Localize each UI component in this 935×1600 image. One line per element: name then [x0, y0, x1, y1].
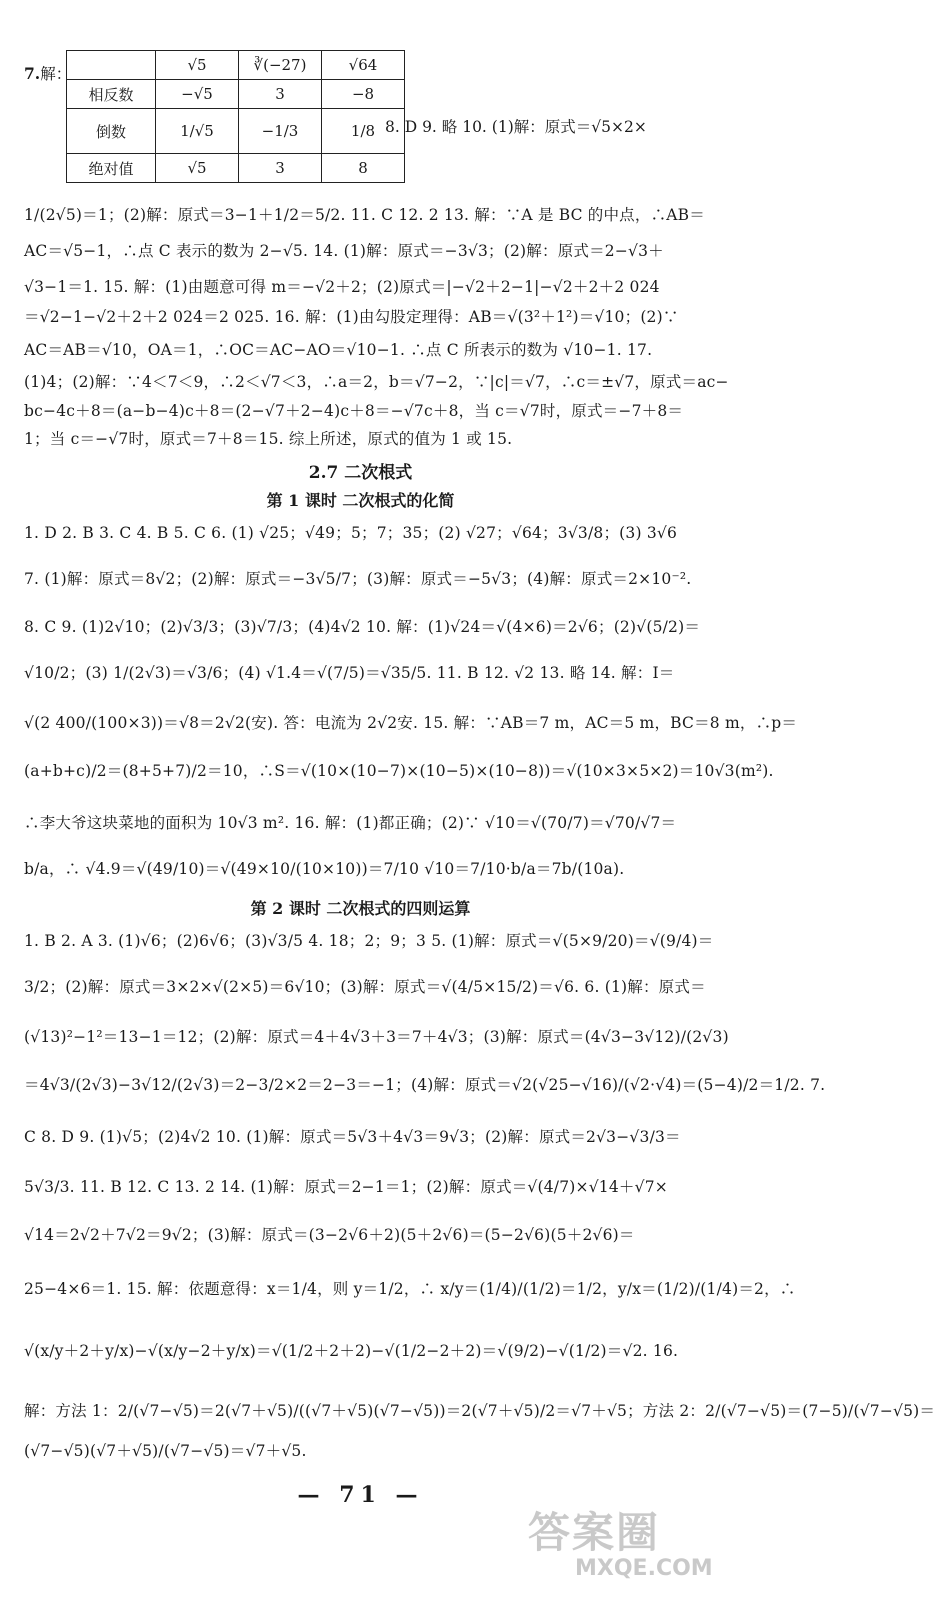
- table-cell: ∛(−27): [239, 51, 322, 80]
- answer-line: √14＝2√2＋7√2＝9√2；(3)解：原式＝(3−2√6＋2)(5＋2√6)＝(5−2√6)(5＋2√6)＝: [24, 1226, 635, 1244]
- watermark-url: MXQE.COM: [575, 1556, 713, 1581]
- table-cell: −1/3: [239, 109, 322, 154]
- answer-line: √10/2；(3) 1/(2√3)＝√3/6；(4) √1.4＝√(7/5)＝√35/5. 11. B 12. √2 13. 略 14. 解：I＝: [24, 664, 675, 682]
- answer-table: [66, 50, 405, 183]
- answer-line: 解：方法 1：2/(√7−√5)＝2(√7＋√5)/((√7＋√5)(√7−√5))＝2(√7＋√5)/2＝√7＋√5；方法 2：2/(√7−√5)＝(7−5)/(√7−√5)＝: [24, 1402, 935, 1420]
- answer-line: (√7−√5)(√7＋√5)/(√7−√5)＝√7＋√5.: [24, 1442, 307, 1460]
- lesson-2-title: 第 2 课时 二次根式的四则运算: [250, 899, 471, 918]
- answer-line: AC＝√5−1，∴点 C 表示的数为 2−√5. 14. (1)解：原式＝−3√3；(2)解：原式＝2−√3＋: [24, 242, 664, 260]
- table-cell: 8: [322, 154, 405, 183]
- answer-line: ＝4√3/(2√3)−3√12/(2√3)＝2−3/2×2＝2−3＝−1；(4)解：原式＝√2(√25−√16)/(√2·√4)＝(5−4)/2＝1/2. 7.: [24, 1076, 826, 1094]
- answer-line: 1. B 2. A 3. (1)√6；(2)6√6；(3)√3/5 4. 18；2；9；3 5. (1)解：原式＝√(5×9/20)＝√(9/4)＝: [24, 932, 714, 950]
- answer-line: 3/2；(2)解：原式＝3×2×√(2×5)＝6√10；(3)解：原式＝√(4/5×15/2)＝√6. 6. (1)解：原式＝: [24, 978, 706, 996]
- answer-line: (a+b+c)/2＝(8+5+7)/2＝10，∴S＝√(10×(10−7)×(10−5)×(10−8))＝√(10×3×5×2)＝10√3(m²).: [24, 762, 774, 780]
- answer-line: 7. (1)解：原式＝8√2；(2)解：原式＝−3√5/7；(3)解：原式＝−5√3；(4)解：原式＝2×10⁻².: [24, 570, 692, 588]
- table-header-row: [67, 51, 405, 80]
- table-cell: 3: [239, 154, 322, 183]
- answer-line: √3−1＝1. 15. 解：(1)由题意可得 m＝−√2＋2；(2)原式＝|−√2＋2−1|−√2＋2＋2 024: [24, 278, 660, 296]
- answers-8-10: 8. D 9. 略 10. (1)解：原式＝√5×2×: [385, 118, 647, 136]
- table-cell: √5: [156, 154, 239, 183]
- lesson-1-title: 第 1 课时 二次根式的化简: [266, 491, 455, 510]
- answer-line: 1. D 2. B 3. C 4. B 5. C 6. (1) √25；√49；5；7；35；(2) √27；√64；3√3/8；(3) 3√6: [24, 524, 678, 542]
- answer-line: C 8. D 9. (1)√5；(2)4√2 10. (1)解：原式＝5√3＋4√3＝9√3；(2)解：原式＝2√3−√3/3＝: [24, 1128, 681, 1146]
- table-cell: −√5: [156, 80, 239, 109]
- answer-line: 8. C 9. (1)2√10；(2)√3/3；(3)√7/3；(4)4√2 10. 解：(1)√24＝√(4×6)＝2√6；(2)√(5/2)＝: [24, 618, 701, 636]
- answer-line: ＝√2−1−√2＋2＋2 024＝2 025. 16. 解：(1)由勾股定理得：AB＝√(3²＋1²)＝√10；(2)∵: [24, 308, 679, 326]
- watermark-logo: 答案圈: [528, 1508, 661, 1557]
- answer-line: 1；当 c＝−√7时，原式＝7＋8＝15. 综上所述，原式的值为 1 或 15.: [24, 430, 513, 448]
- answer-line: AC＝AB＝√10，OA＝1，∴OC＝AC−AO＝√10−1. ∴点 C 所表示的数为 √10−1. 17.: [24, 341, 653, 359]
- table-row: [67, 80, 405, 109]
- answer-line: √(x/y＋2＋y/x)−√(x/y−2＋y/x)＝√(1/2＋2＋2)−√(1/2−2＋2)＝√(9/2)−√(1/2)＝√2. 16.: [24, 1342, 679, 1360]
- answer-line: 5√3/3. 11. B 12. C 13. 2 14. (1)解：原式＝2−1＝1；(2)解：原式＝√(4/7)×√14＋√7×: [24, 1178, 668, 1196]
- answer-line: (1)4；(2)解：∵4＜7＜9，∴2＜√7＜3，∴a＝2，b＝√7−2，∵|c|＝√7，∴c＝±√7，原式＝ac−: [24, 373, 729, 391]
- answer-line: √(2 400/(100×3))＝√8＝2√2(安). 答：电流为 2√2安. 15. 解：∵AB＝7 m，AC＝5 m，BC＝8 m，∴p＝: [24, 714, 798, 732]
- table-cell: [67, 51, 156, 80]
- table-cell: 绝对值: [67, 154, 156, 183]
- section-title: 2.7 二次根式: [308, 463, 413, 483]
- table-cell: 相反数: [67, 80, 156, 109]
- table-row: [67, 154, 405, 183]
- table-cell: √64: [322, 51, 405, 80]
- table-cell: 3: [239, 80, 322, 109]
- answer-line: bc−4c＋8＝(a−b−4)c＋8＝(2−√7＋2−4)c＋8＝−√7c＋8，当 c＝√7时，原式＝−7＋8＝: [24, 402, 684, 420]
- table-cell: −8: [322, 80, 405, 109]
- answer-line: 25−4×6＝1. 15. 解：依题意得：x＝1/4，则 y＝1/2，∴ x/y＝(1/4)/(1/2)＝1/2，y/x＝(1/2)/(1/4)＝2，∴: [24, 1280, 796, 1298]
- table-cell: 1/√5: [156, 109, 239, 154]
- answer-line: (√13)²−1²＝13−1＝12；(2)解：原式＝4＋4√3＋3＝7＋4√3；(3)解：原式＝(4√3−3√12)/(2√3): [24, 1028, 729, 1046]
- question-7-label: 7.解：: [24, 64, 72, 83]
- page-number: — 71 —: [297, 1482, 424, 1508]
- table-cell: 倒数: [67, 109, 156, 154]
- answer-line: ∴李大爷这块菜地的面积为 10√3 m². 16. 解：(1)都正确；(2)∵ √10＝√(70/7)＝√70/√7＝: [24, 814, 677, 832]
- answer-line: b/a，∴ √4.9＝√(49/10)＝√(49×10/(10×10))＝7/10 √10＝7/10·b/a＝7b/(10a).: [24, 860, 625, 878]
- table-row: [67, 109, 405, 154]
- table-cell: √5: [156, 51, 239, 80]
- table-cell: 1/8: [322, 109, 405, 154]
- answer-line: 1/(2√5)＝1；(2)解：原式＝3−1＋1/2＝5/2. 11. C 12. 2 13. 解：∵A 是 BC 的中点，∴AB＝: [24, 206, 705, 224]
